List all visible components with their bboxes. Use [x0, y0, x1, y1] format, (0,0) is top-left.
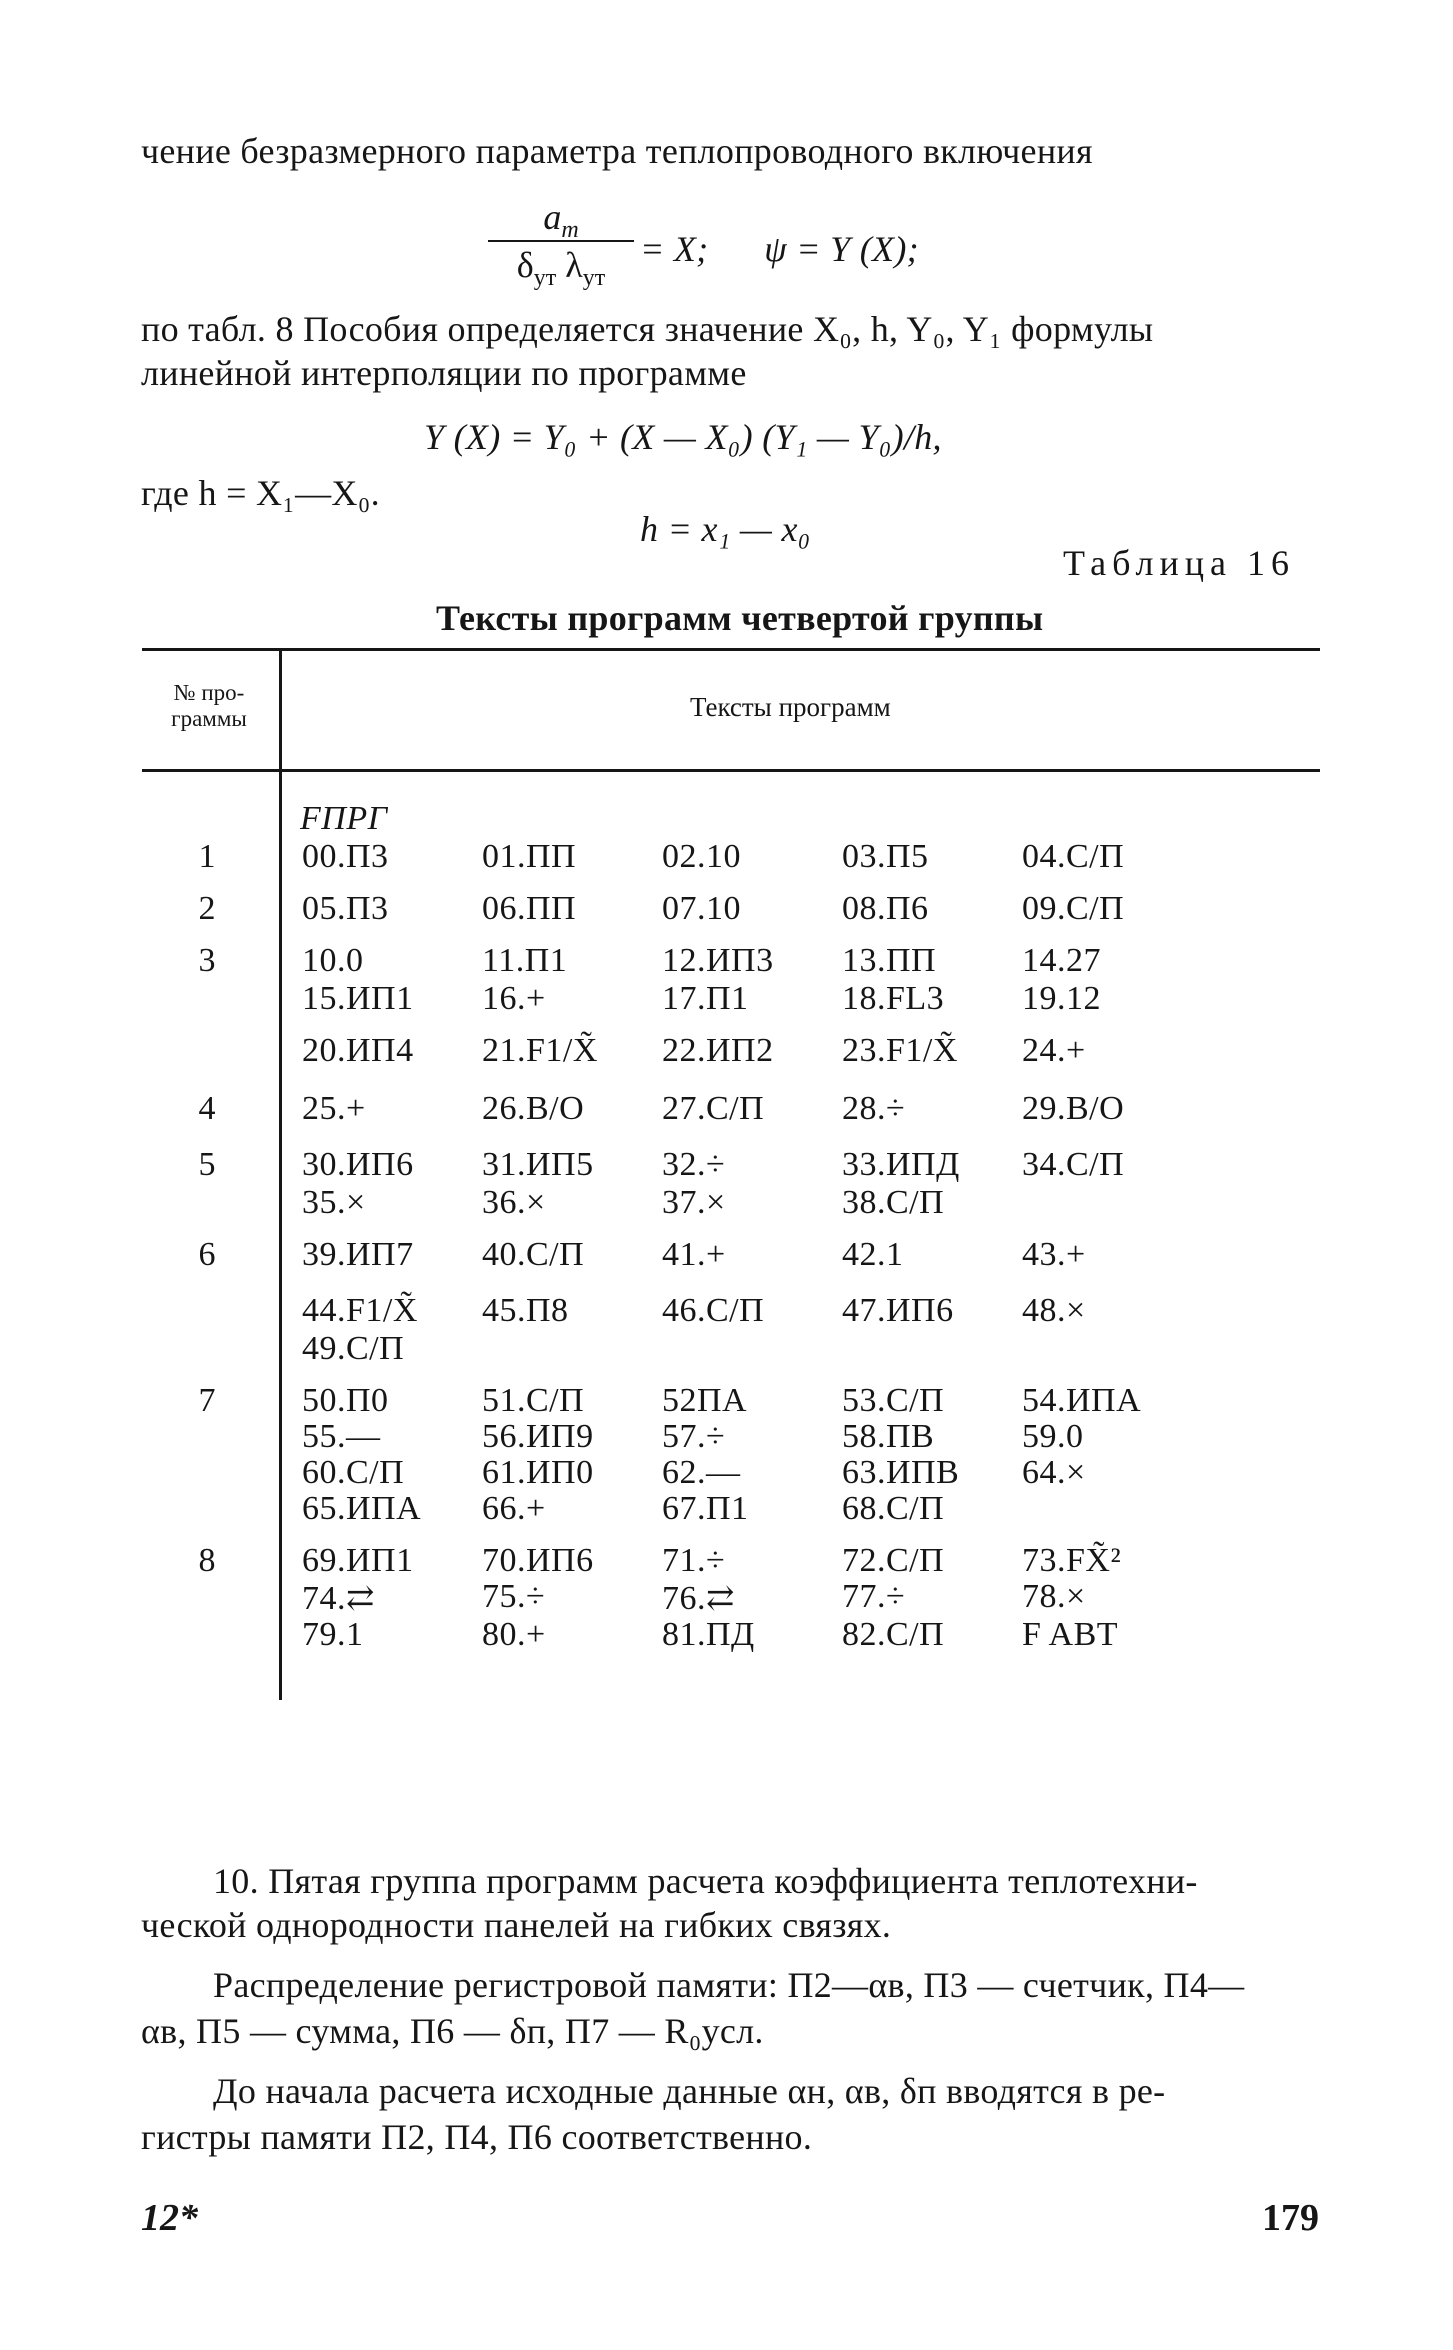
program-cell: 33.ИПД	[842, 1146, 960, 1183]
program-cell: 13.ПП	[842, 942, 937, 979]
program-cell: 19.12	[1022, 980, 1101, 1017]
program-cell: 14.27	[1022, 942, 1101, 979]
program-cell: 31.ИП5	[482, 1146, 594, 1183]
program-cell: 56.ИП9	[482, 1418, 594, 1455]
program-cell: 50.П0	[302, 1382, 389, 1419]
program-cell: 21.F1/X̃	[482, 1032, 598, 1069]
header-program-number	[144, 680, 274, 732]
row-number: 7	[198, 1382, 216, 1419]
row-number: 5	[198, 1146, 216, 1183]
program-cell: 75.÷	[482, 1578, 546, 1615]
program-cell: 04.С/П	[1022, 838, 1125, 875]
program-cell: 77.÷	[842, 1578, 906, 1615]
program-cell: 73.FX̃²	[1022, 1542, 1122, 1579]
program-cell: 16.+	[482, 980, 546, 1017]
program-cell: 05.П3	[302, 890, 389, 927]
program-cell: 74.⇄	[302, 1580, 375, 1617]
program-cell: 09.С/П	[1022, 890, 1125, 927]
program-cell: 55.—	[302, 1418, 381, 1455]
program-cell: 06.ПП	[482, 890, 577, 927]
page-number: 179	[1262, 2197, 1319, 2239]
program-cell: 68.С/П	[842, 1490, 945, 1527]
program-cell: 08.П6	[842, 890, 929, 927]
program-cell: 60.С/П	[302, 1454, 405, 1491]
row-number: 1	[198, 838, 216, 875]
program-cell: 03.П5	[842, 838, 929, 875]
program-cell: 25.+	[302, 1090, 366, 1127]
program-cell: 39.ИП7	[302, 1236, 414, 1273]
row-number: 3	[198, 942, 216, 979]
program-cell: 80.+	[482, 1616, 546, 1653]
row-number: 4	[198, 1090, 216, 1127]
program-cell: 71.÷	[662, 1542, 726, 1579]
program-cell: 42.1	[842, 1236, 904, 1273]
program-cell: 53.С/П	[842, 1382, 945, 1419]
program-cell: 15.ИП1	[302, 980, 414, 1017]
program-cell: 28.÷	[842, 1090, 906, 1127]
program-cell: 35.×	[302, 1184, 366, 1221]
program-cell: 26.В/О	[482, 1090, 585, 1127]
program-cell: 43.+	[1022, 1236, 1086, 1273]
program-cell: 65.ИПА	[302, 1490, 422, 1527]
program-cell: 82.С/П	[842, 1616, 945, 1653]
paragraph-line-1: по табл. 8 Пособия определяется значение X₀, h, Y₀, Y₁ формулы	[141, 309, 1154, 349]
program-cell: F ABT	[1022, 1616, 1119, 1653]
before-line-2: гистры памяти П2, П4, П6 соответственно.	[141, 2117, 813, 2157]
program-cell: 51.С/П	[482, 1382, 585, 1419]
section-10-line-2: ческой однородности панелей на гибких связях.	[141, 1905, 892, 1945]
header-program-texts: Тексты программ	[690, 692, 891, 722]
program-cell: 01.ПП	[482, 838, 577, 875]
header-program-number-line2: граммы	[171, 706, 247, 731]
program-cell: 49.С/П	[302, 1330, 405, 1367]
program-cell: 76.⇄	[662, 1580, 735, 1617]
program-cell: 34.С/П	[1022, 1146, 1125, 1183]
formula1-rhs: = X; ψ = Y (X);	[640, 229, 919, 269]
program-cell: 00.П3	[302, 838, 389, 875]
program-cell: 07.10	[662, 890, 741, 927]
row-number: 8	[198, 1542, 216, 1579]
program-cell: 64.×	[1022, 1454, 1086, 1491]
program-cell: 45.П8	[482, 1292, 569, 1329]
section-10-line-1: 10. Пятая группа программ расчета коэффициента теплотехни-	[213, 1861, 1198, 1901]
interpolation-formula: Y (X) = Y₀ + (X — X₀) (Y₁ — Y₀)/h,	[424, 417, 942, 457]
program-cell: 23.F1/X̃	[842, 1032, 958, 1069]
program-cell: 46.С/П	[662, 1292, 765, 1329]
program-cell: 52ПА	[662, 1382, 748, 1419]
program-cell: 27.С/П	[662, 1090, 765, 1127]
program-cell: 57.÷	[662, 1418, 726, 1455]
program-cell: 58.ПВ	[842, 1418, 935, 1455]
program-cell: 66.+	[482, 1490, 546, 1527]
program-cell: 30.ИП6	[302, 1146, 414, 1183]
fraction-formula	[488, 196, 634, 292]
memory-line-2: αв, П5 — сумма, П6 — δп, П7 — R₀усл.	[141, 2011, 764, 2051]
program-cell: 36.×	[482, 1184, 546, 1221]
program-cell: 61.ИП0	[482, 1454, 594, 1491]
program-cell: 29.В/О	[1022, 1090, 1125, 1127]
table-top-rule	[142, 648, 1320, 651]
body-column-divider	[279, 772, 282, 1700]
program-cell: 20.ИП4	[302, 1032, 414, 1069]
program-cell: 37.×	[662, 1184, 726, 1221]
program-cell: 02.10	[662, 838, 741, 875]
program-cell: 70.ИП6	[482, 1542, 594, 1579]
program-cell: 22.ИП2	[662, 1032, 774, 1069]
program-cell: 10.0	[302, 942, 364, 979]
footer-signature-mark: 12*	[141, 2197, 198, 2239]
program-cell: 54.ИПА	[1022, 1382, 1142, 1419]
program-cell: 41.+	[662, 1236, 726, 1273]
program-cell: 44.F1/X̃	[302, 1292, 418, 1329]
row-number: 2	[198, 890, 216, 927]
program-cell: 67.П1	[662, 1490, 749, 1527]
header-column-divider	[279, 651, 282, 771]
program-cell: 24.+	[1022, 1032, 1086, 1069]
program-cell: 40.С/П	[482, 1236, 585, 1273]
program-cell: 81.ПД	[662, 1616, 755, 1653]
program-cell: 38.С/П	[842, 1184, 945, 1221]
memory-line-1: Распределение регистровой памяти: П2—αв, П3 — счетчик, П4—	[213, 1965, 1245, 2005]
program-cell: 32.÷	[662, 1146, 726, 1183]
table-title: Тексты программ четвертой группы	[436, 598, 1044, 638]
program-cell: 72.С/П	[842, 1542, 945, 1579]
program-cell: 59.0	[1022, 1418, 1084, 1455]
fraction-denominator: $\delta_{ут}$ $\lambda_{ут}$	[516, 245, 606, 292]
program-cell: 79.1	[302, 1616, 364, 1653]
where-line: где h = X₁—X₀.	[141, 473, 380, 513]
header-program-number-line1: № про-	[173, 680, 245, 705]
program-cell: 12.ИП3	[662, 942, 774, 979]
row-number: 6	[198, 1236, 216, 1273]
program-cell: 62.—	[662, 1454, 741, 1491]
intro-line: чение безразмерного параметра теплопроводного включения	[141, 131, 1093, 171]
program-cell: 11.П1	[482, 942, 568, 979]
program-cell: 78.×	[1022, 1578, 1086, 1615]
paragraph-line-2: линейной интерполяции по программе	[141, 353, 747, 393]
table-label: Таблица 16	[1063, 543, 1295, 583]
program-cell: 63.ИПВ	[842, 1454, 960, 1491]
before-line-1: До начала расчета исходные данные αн, αв, δп вводятся в ре-	[213, 2071, 1166, 2111]
h-formula: h = x₁ — x₀	[640, 509, 811, 549]
program-cell: 48.×	[1022, 1292, 1086, 1329]
program-cell: 47.ИП6	[842, 1292, 954, 1329]
table-prefix: FПРГ	[300, 800, 388, 837]
table-header-rule	[142, 769, 1320, 772]
program-cell: 18.FL3	[842, 980, 945, 1017]
program-cell: 69.ИП1	[302, 1542, 414, 1579]
fraction-numerator: $a_т$	[488, 196, 634, 242]
program-cell: 17.П1	[662, 980, 749, 1017]
